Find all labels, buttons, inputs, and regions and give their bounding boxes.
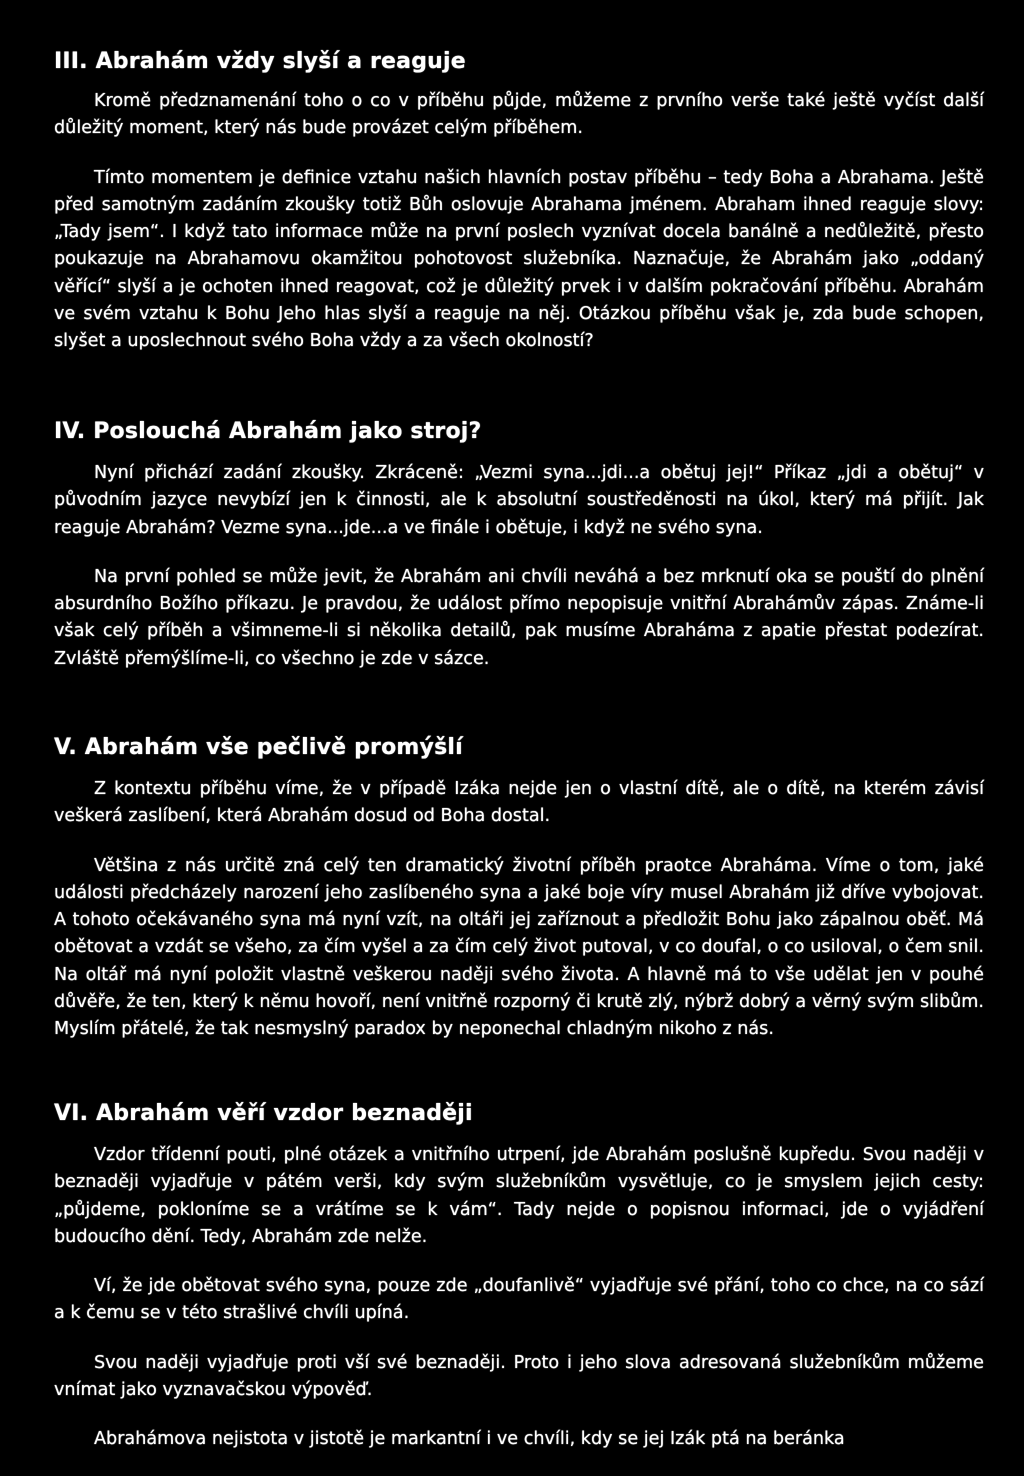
paragraph: Kromě předznamenání toho o co v příběhu půjde, můžeme z prvního verše také ještě vyčíst další důležitý moment, který nás bude provázet celým příběhem.: [54, 91, 984, 139]
section-heading: VI. Abrahám věří vzdor beznaději: [54, 1101, 473, 1126]
paragraph: Tímto momentem je definice vztahu našich hlavních postav příběhu – tedy Boha a Abrahama. Ještě před samotným zadáním zkoušky totiž Bůh oslovuje Abrahama jménem. Abraham ihned reaguje slovy: „Tady jsem“. I když tato informace může na první poslech vyznívat docela banálně a nedůležitě, přesto poukazuje na Abrahamovu okamžitou pohotovost služebníka. Naznačuje, že Abrahám jako „oddaný věřící“ slyší a je ochoten ihned reagovat, což je důležitý prvek i v dalším pokračování příběhu. Abrahám ve svém vztahu k Bohu Jeho hlas slyší a reaguje na něj. Otázkou příběhu však je, zda bude schopen, slyšet a uposlechnout svého Boha vždy a za všech okolností?: [54, 167, 984, 352]
section-heading: IV. Poslouchá Abrahám jako stroj?: [54, 419, 482, 444]
paragraph: Abrahámova nejistota v jistotě je markantní i ve chvíli, kdy se jej Izák ptá na beránka: [94, 1429, 845, 1450]
section-heading: V. Abrahám vše pečlivě promýšlí: [54, 735, 463, 760]
section-3: [54, 48, 984, 378]
paragraph: Ví, že jde obětovat svého syna, pouze zde „doufanlivě“ vyjadřuje své přání, toho co chce, na co sází a k čemu se v této strašlivé chvíli upíná.: [54, 1276, 984, 1324]
section-6: [54, 1100, 984, 1476]
paragraph: Z kontextu příběhu víme, že v případě Izáka nejde jen o vlastní dítě, ale o dítě, na kterém závisí veškerá zaslíbení, která Abrahám dosud od Boha dostal.: [54, 779, 984, 827]
paragraph: Svou naději vyjadřuje proti vší své beznaději. Proto i jeho slova adresovaná služebníkům můžeme vnímat jako vyznavačskou výpověď.: [54, 1352, 984, 1401]
paragraph: Vzdor třídenní pouti, plné otázek a vnitřního utrpení, jde Abrahám poslušně kupředu. Svou naději v beznaději vyjadřuje v pátém verši, kdy svým služebníkům vysvětluje, co je smyslem jejich cesty: „půjdeme, pokloníme se a vrátíme se k vám“. Tady nejde o popisnou informaci, jde o vyjádření budoucího dění. Tedy, Abrahám zde nelže.: [54, 1145, 984, 1247]
section-5: [54, 734, 984, 1066]
paragraph: Na první pohled se může jevit, že Abrahám ani chvíli neváhá a bez mrknutí oka se pouští do plnění absurdního Božího příkazu. Je pravdou, že událost přímo nepopisuje vnitřní Abrahámův zápas. Známe-li však celý příběh a všimneme-li si několika detailů, pak musíme Abraháma z apatie přestat podezírat. Zvláště přemýšlíme-li, co všechno je zde v sázce.: [54, 566, 984, 669]
section-4: [54, 418, 984, 695]
paragraph: Nyní přichází zadání zkoušky. Zkráceně: „Vezmi syna...jdi...a obětuj jej!“ Příkaz „jdi a obětuj“ v původním jazyce nevybízí jen k činnosti, ale k absolutní soustředěnosti na úkol, který má přijít. Jak reaguje Abrahám? Vezme syna...jde...a ve finále i obětuje, i když ne svého syna.: [54, 463, 984, 538]
section-heading: III. Abrahám vždy slyší a reaguje: [54, 49, 466, 74]
paragraph: Většina z nás určitě zná celý ten dramatický životní příběh praotce Abraháma. Víme o tom, jaké události předcházely narození jeho zaslíbeného syna a jaké boje víry musel Abrahám již dříve vybojovat. A tohoto očekávaného syna má nyní vzít, na oltáři jej zaříznout a předložit Bohu jako zápalnou oběť. Má obětovat a vzdát se všeho, za čím vyšel a za čím celý život putoval, v co doufal, o co usiloval, o čem snil. Na oltář má nyní položit vlastně veškerou naději svého života. A hlavně má to vše udělat jen v pouhé důvěře, že ten, který k němu hovoří, není vnitřně rozporný či krutě zlý, nýbrž dobrý a věrný svým slibům. Myslím přátelé, že tak nesmyslný paradox by neponechal chladným nikoho z nás.: [54, 855, 984, 1040]
